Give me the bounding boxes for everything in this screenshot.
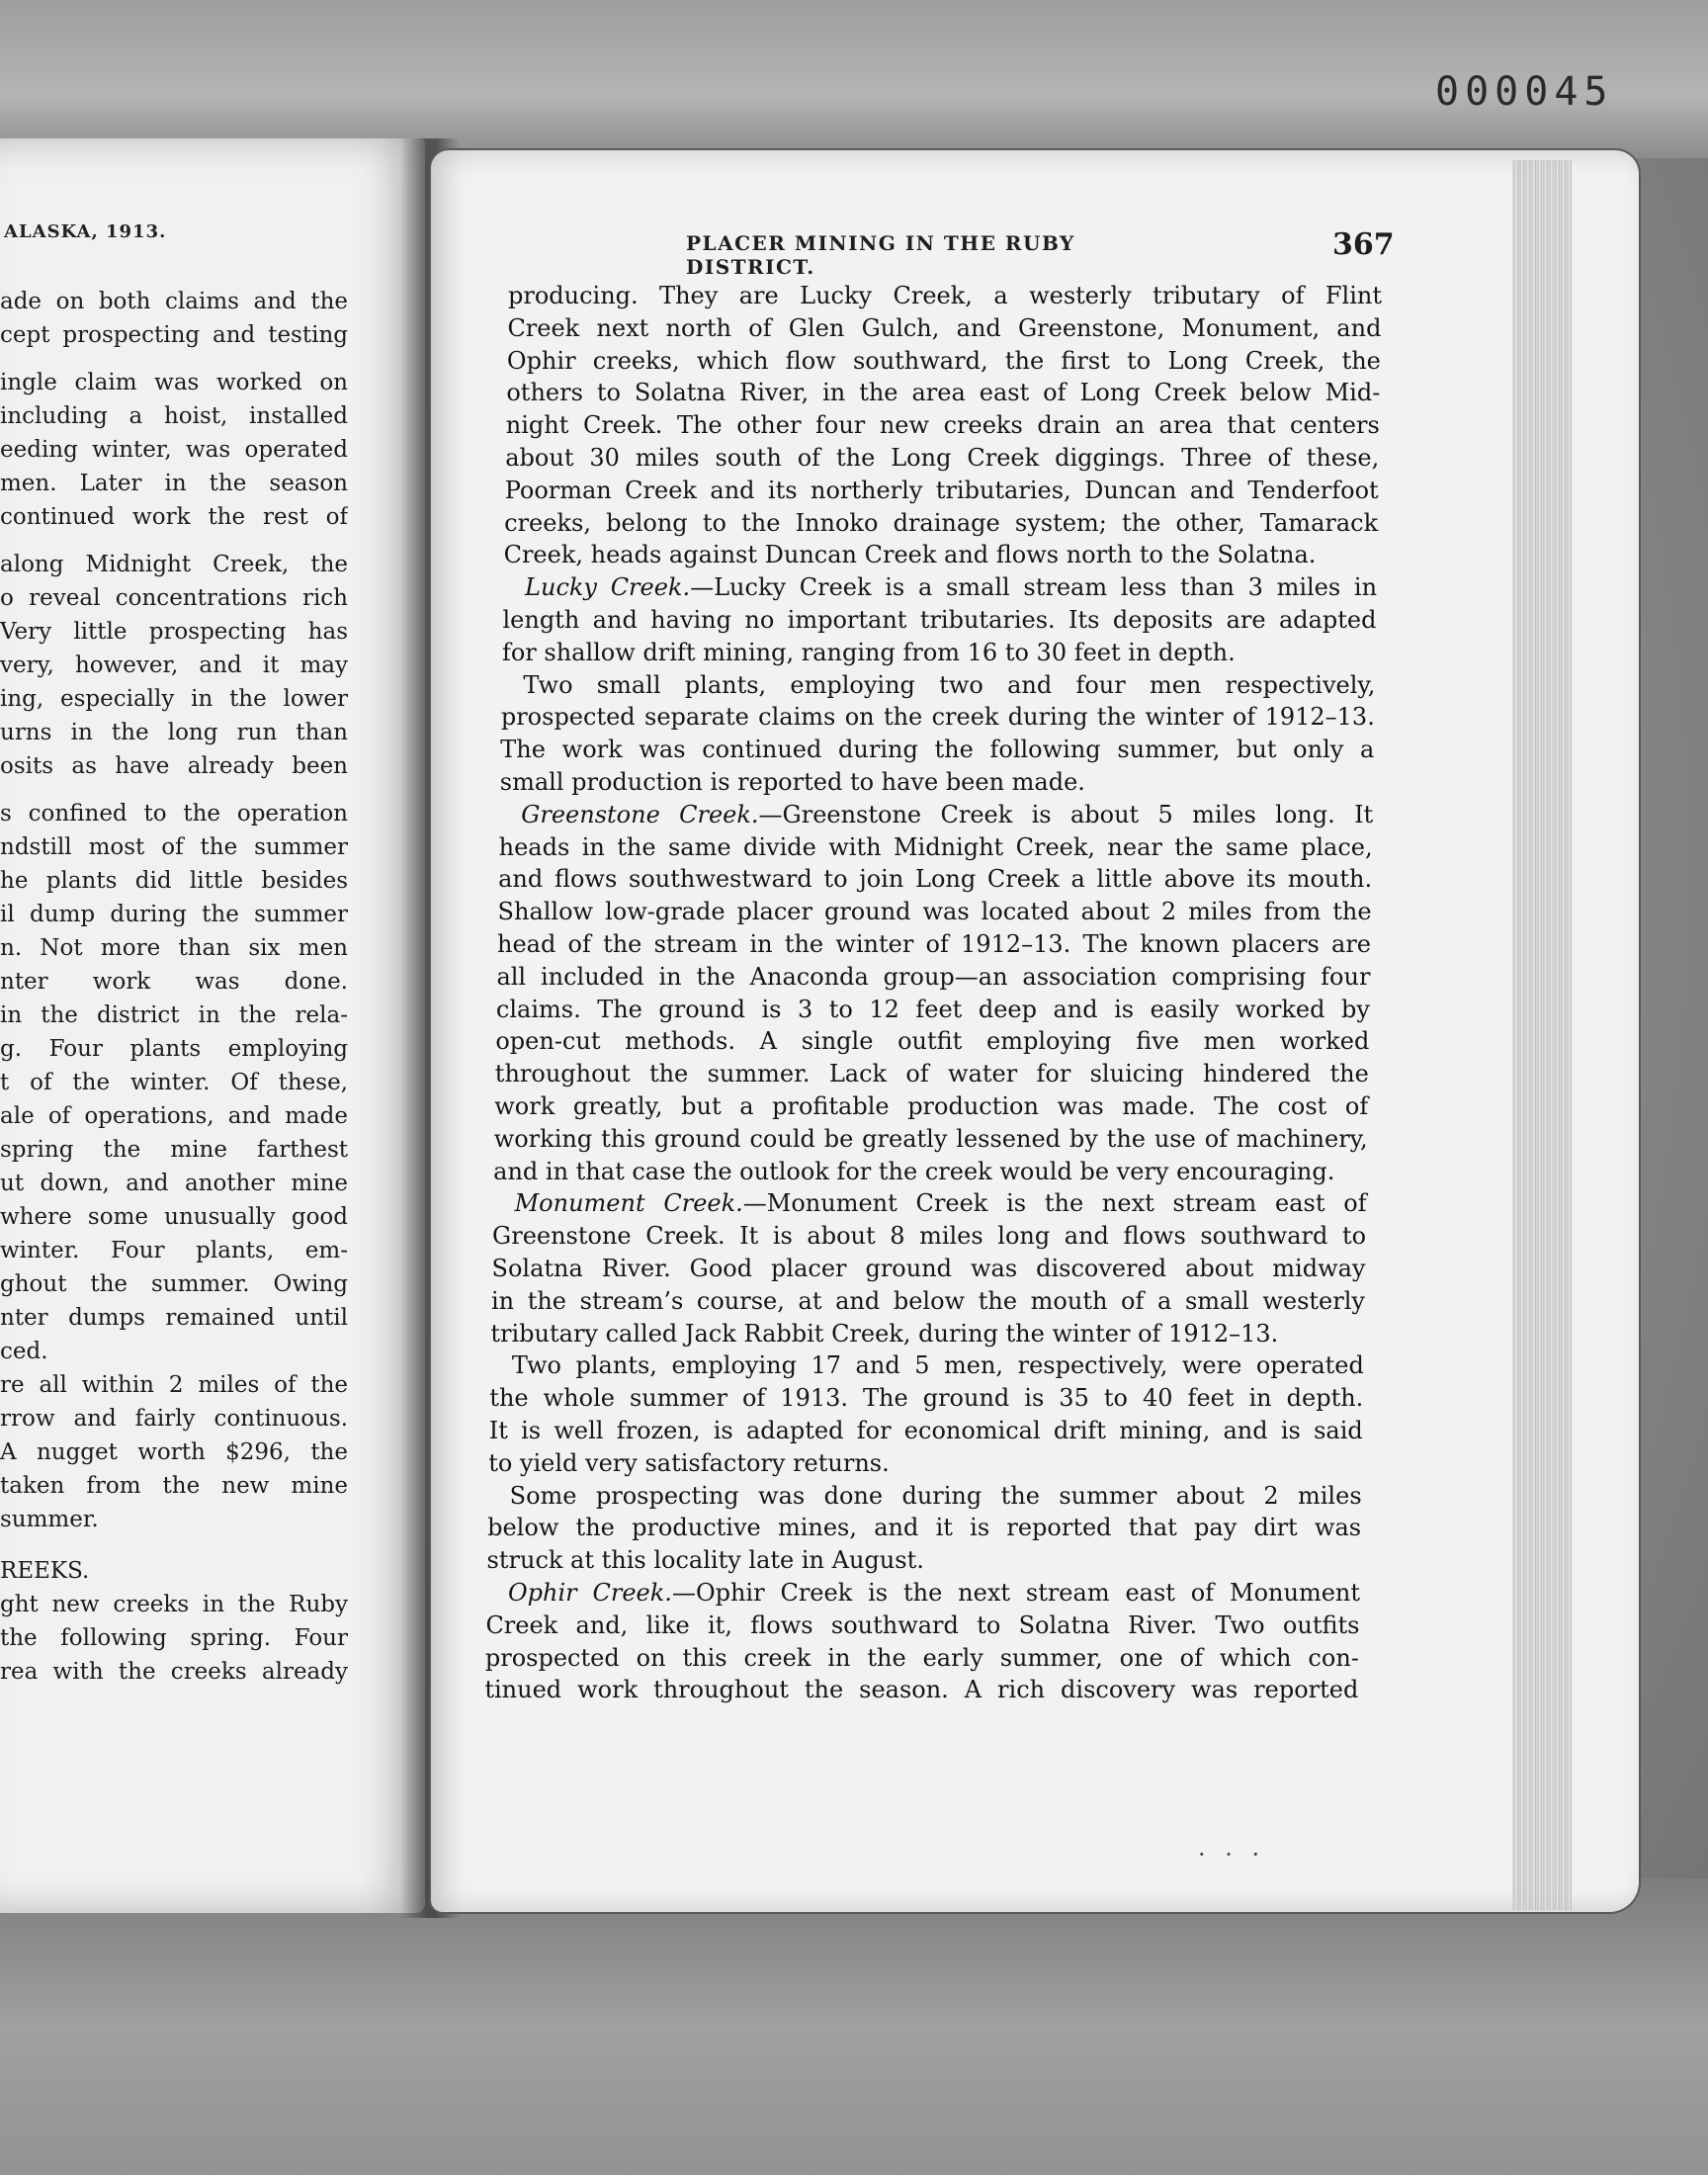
line-text: Ophir creeks, which flow southward, the first to Long Creek, the bbox=[506, 346, 1381, 375]
line-text: —Greenstone Creek is about 5 miles long. It bbox=[758, 800, 1374, 828]
line-text: length and having no important tributaries. Its deposits are adapted bbox=[502, 606, 1377, 634]
body-text-line bbox=[490, 1318, 1364, 1349]
left-page-line: s confined to the operation bbox=[0, 801, 348, 826]
line-text: open-cut methods. A single outfit employing five men worked bbox=[495, 1027, 1370, 1056]
line-text: Greenstone Creek. It is about 8 miles long and flows southward to bbox=[492, 1222, 1367, 1251]
body-text-line bbox=[487, 1512, 1361, 1543]
left-page-line: along Midnight Creek, the bbox=[0, 552, 348, 577]
left-page-line: ingle claim was worked on bbox=[0, 370, 348, 395]
line-text: in the stream’s course, at and below the mouth of a small westerly bbox=[490, 1286, 1365, 1315]
line-text: producing. They are Lucky Creek, a westerly tributary of Flint bbox=[508, 282, 1382, 309]
left-page-line: including a hoist, installed bbox=[0, 403, 348, 429]
line-text: claims. The ground is 3 to 12 feet deep and is easily worked by bbox=[495, 995, 1370, 1023]
body-text-line bbox=[521, 799, 1373, 830]
left-page-line: in the district in the rela- bbox=[0, 1002, 348, 1028]
line-text: Two plants, employing 17 and 5 men, respectively, were operated bbox=[511, 1351, 1364, 1380]
stray-marks: · · · bbox=[1198, 1841, 1266, 1869]
left-page-line: the following spring. Four bbox=[0, 1625, 348, 1651]
body-text-line bbox=[508, 280, 1382, 311]
body-text-line bbox=[488, 1447, 1362, 1479]
left-page-line: taken from the new mine bbox=[0, 1473, 348, 1499]
section-heading: Monument Creek. bbox=[514, 1189, 743, 1218]
left-page-line: ght new creeks in the Ruby bbox=[0, 1592, 348, 1617]
left-page-line: il dump during the summer bbox=[0, 902, 348, 927]
body-text-line bbox=[485, 1610, 1359, 1641]
left-page-line: he plants did little besides bbox=[0, 868, 348, 894]
left-page-line: spring the mine farthest bbox=[0, 1137, 348, 1163]
body-text-line bbox=[492, 1220, 1366, 1252]
body-text-line bbox=[505, 442, 1379, 474]
left-page-line: g. Four plants employing bbox=[0, 1036, 348, 1062]
line-text: below the productive mines, and it is reported that pay dirt was bbox=[487, 1514, 1362, 1542]
left-page-line: re all within 2 miles of the bbox=[0, 1372, 348, 1398]
body-text-line bbox=[512, 1349, 1364, 1381]
body-text-line bbox=[484, 1674, 1358, 1705]
line-text: head of the stream in the winter of 1912–13. The known placers are bbox=[497, 930, 1371, 958]
line-text: to yield very satisfactory returns. bbox=[488, 1448, 890, 1477]
body-text-line bbox=[487, 1544, 1361, 1576]
body-text-line bbox=[515, 1187, 1367, 1219]
left-page-line: very, however, and it may bbox=[0, 652, 348, 678]
line-text: small production is reported to have been made. bbox=[499, 768, 1085, 796]
left-page-line: o reveal concentrations rich bbox=[0, 585, 348, 611]
body-text-line bbox=[510, 1480, 1362, 1512]
left-page-line: A nugget worth $296, the bbox=[0, 1439, 348, 1465]
left-page-line: t of the winter. Of these, bbox=[0, 1070, 348, 1095]
left-facing-page bbox=[0, 138, 425, 1913]
line-text: tributary called Jack Rabbit Creek, during the winter of 1912–13. bbox=[490, 1319, 1279, 1348]
body-text-line bbox=[489, 1382, 1363, 1414]
left-page-line: urns in the long run than bbox=[0, 720, 348, 745]
left-page-line: ndstill most of the summer bbox=[0, 834, 348, 860]
left-page-line: cept prospecting and testing bbox=[0, 322, 348, 348]
body-text-line bbox=[500, 766, 1374, 798]
line-text: others to Solatna River, in the area east of Long Creek below Mid- bbox=[506, 379, 1381, 407]
line-text: for shallow drift mining, ranging from 16 to 30 feet in depth. bbox=[501, 638, 1236, 666]
body-text-line bbox=[507, 345, 1381, 377]
left-page-line: winter. Four plants, em- bbox=[0, 1238, 348, 1263]
left-page-line: REEKS. bbox=[0, 1558, 90, 1584]
line-text: The work was continued during the following summer, but only a bbox=[500, 736, 1375, 764]
line-text: Two small plants, employing two and four men respectively, bbox=[523, 670, 1376, 699]
left-page-line: summer. bbox=[0, 1507, 99, 1532]
line-text: Creek next north of Glen Gulch, and Greenstone, Monument, and bbox=[507, 313, 1382, 342]
line-text: prospected on this creek in the early summer, one of which con- bbox=[484, 1643, 1359, 1672]
line-text: and flows southwestward to join Long Creek a little above its mouth. bbox=[498, 865, 1373, 894]
body-text-line bbox=[498, 863, 1372, 895]
left-page-line: rea with the creeks already bbox=[0, 1659, 348, 1685]
body-text-line bbox=[496, 994, 1370, 1025]
body-text-line bbox=[523, 669, 1375, 701]
line-text: Solatna River. Good placer ground was discovered about midway bbox=[491, 1255, 1366, 1282]
left-page-line: eeding winter, was operated bbox=[0, 437, 348, 463]
line-text: —Ophir Creek is the next stream east of Monument bbox=[671, 1579, 1361, 1607]
page-running-head: PLACER MINING IN THE RUBY DISTRICT. bbox=[686, 231, 1075, 279]
body-text-line bbox=[525, 571, 1377, 603]
section-heading: Greenstone Creek. bbox=[521, 800, 759, 828]
body-text-line bbox=[493, 1156, 1367, 1187]
body-text-line bbox=[504, 507, 1378, 539]
body-text-line bbox=[491, 1285, 1365, 1317]
left-page-line: men. Later in the season bbox=[0, 471, 348, 496]
line-text: the whole summer of 1913. The ground is 35 to 40 feet in depth. bbox=[489, 1384, 1364, 1413]
body-text-line bbox=[502, 637, 1376, 668]
body-text-line bbox=[497, 928, 1371, 960]
line-text: throughout the summer. Lack of water for sluicing hindered the bbox=[494, 1060, 1369, 1088]
left-page-line: where some unusually good bbox=[0, 1204, 348, 1230]
left-page-line: nter dumps remained until bbox=[0, 1305, 348, 1331]
body-text-line bbox=[506, 409, 1380, 441]
line-text: Poorman Creek and its northerly tributaries, Duncan and Tenderfoot bbox=[504, 476, 1379, 504]
line-text: working this ground could be greatly lessened by the use of machinery, bbox=[493, 1124, 1368, 1153]
line-text: night Creek. The other four new creeks drain an area that centers bbox=[505, 411, 1380, 440]
line-text: about 30 miles south of the Long Creek diggings. Three of these, bbox=[505, 444, 1380, 472]
body-text-line bbox=[495, 1058, 1369, 1089]
body-text-line bbox=[508, 1577, 1360, 1609]
left-running-head: ALASKA, 1913. bbox=[4, 221, 167, 242]
line-text: creeks, belong to the Innoko drainage system; the other, Tamarack bbox=[504, 508, 1379, 537]
line-text: work greatly, but a profitable production was made. The cost of bbox=[494, 1092, 1369, 1120]
left-page-line: ghout the summer. Owing bbox=[0, 1271, 348, 1297]
body-text-line bbox=[506, 377, 1380, 408]
body-text-line bbox=[494, 1123, 1368, 1155]
left-page-line: ut down, and another mine bbox=[0, 1171, 348, 1196]
line-text: —Lucky Creek is a small stream less than 3 miles in bbox=[690, 573, 1378, 602]
body-text-line bbox=[492, 1253, 1366, 1284]
body-text-line bbox=[496, 961, 1370, 993]
line-text: prospected separate claims on the creek during the winter of 1912–13. bbox=[500, 703, 1375, 732]
line-text: It is well frozen, is adapted for economical drift mining, and is said bbox=[488, 1417, 1363, 1444]
line-text: —Monument Creek is the next stream east of bbox=[742, 1189, 1367, 1218]
body-text-line bbox=[489, 1415, 1363, 1446]
left-page-line: ade on both claims and the bbox=[0, 289, 348, 314]
line-text: Creek, heads against Duncan Creek and flows north to the Solatna. bbox=[503, 541, 1317, 569]
section-heading: Lucky Creek. bbox=[525, 573, 691, 602]
line-text: all included in the Anaconda group—an association comprising four bbox=[496, 962, 1371, 991]
section-heading: Ophir Creek. bbox=[508, 1579, 672, 1607]
body-text-line bbox=[501, 701, 1375, 733]
body-text-line bbox=[505, 475, 1379, 506]
scan-bottom-band bbox=[0, 1878, 1708, 2175]
page-edges bbox=[1512, 160, 1572, 1910]
left-page-line: Very little prospecting has bbox=[0, 619, 348, 645]
line-text: tinued work throughout the season. A rich discovery was reported bbox=[484, 1676, 1359, 1704]
body-text-line bbox=[507, 312, 1381, 344]
line-text: Some prospecting was done during the summer about 2 miles bbox=[509, 1481, 1362, 1510]
body-text-line bbox=[494, 1090, 1368, 1122]
left-page-line: osits as have already been bbox=[0, 753, 348, 779]
document-stamp-number: 000045 bbox=[1435, 69, 1614, 115]
body-text-line bbox=[504, 539, 1378, 570]
left-page-line: rrow and fairly continuous. bbox=[0, 1406, 348, 1432]
body-text-line bbox=[495, 1025, 1369, 1057]
left-page-line: ing, especially in the lower bbox=[0, 686, 348, 712]
left-page-line: ale of operations, and made bbox=[0, 1103, 348, 1129]
line-text: Shallow low-grade placer ground was located about 2 miles from the bbox=[497, 898, 1372, 926]
left-page-line: n. Not more than six men bbox=[0, 935, 348, 961]
left-page-line: ced. bbox=[0, 1339, 48, 1364]
body-text-line bbox=[503, 604, 1377, 636]
body-text-line bbox=[498, 896, 1372, 927]
line-text: Creek and, like it, flows southward to Solatna River. Two outfits bbox=[485, 1610, 1360, 1639]
page-number: 367 bbox=[1332, 227, 1395, 262]
line-text: struck at this locality late in August. bbox=[486, 1546, 924, 1575]
line-text: heads in the same divide with Midnight Creek, near the same place, bbox=[498, 832, 1373, 861]
body-text-line bbox=[485, 1642, 1359, 1674]
line-text: and in that case the outlook for the creek would be very encouraging. bbox=[493, 1157, 1335, 1185]
left-page-line: nter work was done. bbox=[0, 969, 348, 995]
left-page-line: continued work the rest of bbox=[0, 504, 348, 530]
body-text-line bbox=[500, 734, 1374, 765]
body-text-line bbox=[499, 831, 1373, 863]
